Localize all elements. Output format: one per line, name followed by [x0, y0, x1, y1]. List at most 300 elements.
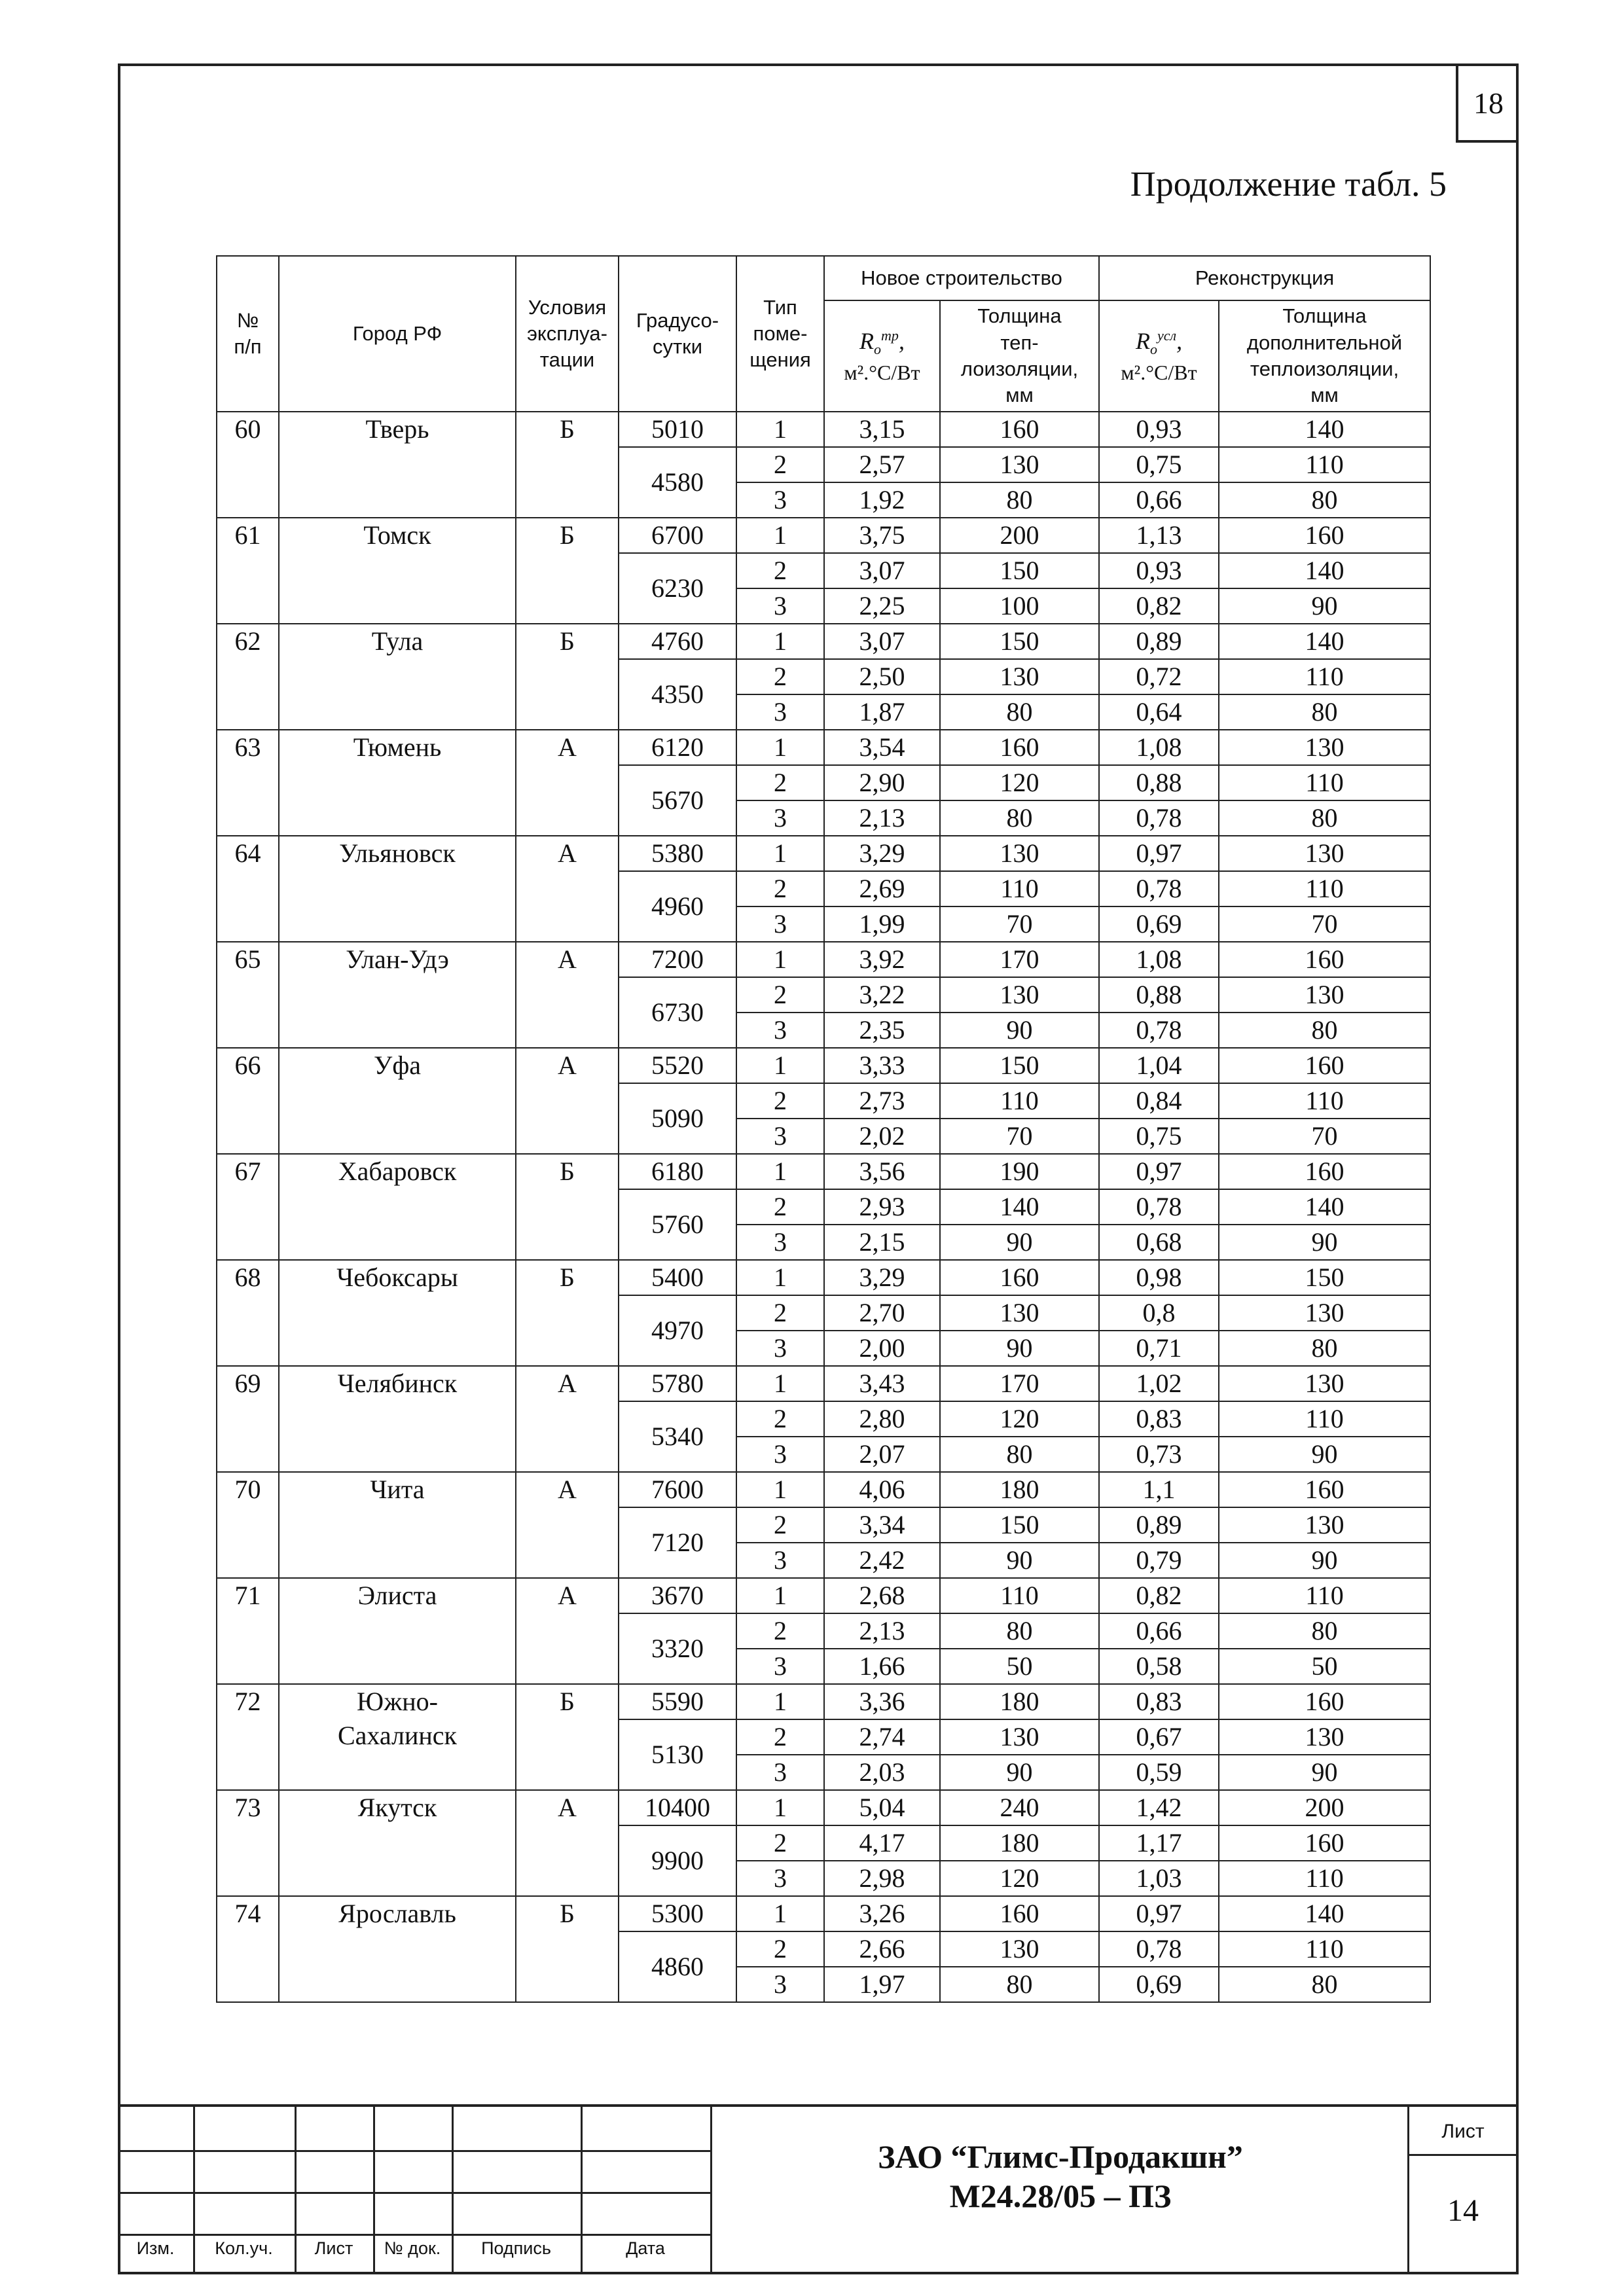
stamp-label-date: Дата — [626, 2238, 665, 2258]
cell-r-required: 1,97 — [824, 1967, 940, 2002]
cell-thickness-new: 180 — [940, 1684, 1099, 1719]
cell-r-conditional: 1,13 — [1099, 518, 1219, 553]
cell-room-type: 2 — [736, 1613, 824, 1649]
cell-r-required: 3,07 — [824, 624, 940, 659]
cell-thickness-new: 130 — [940, 836, 1099, 871]
cell-thickness-new: 70 — [940, 906, 1099, 942]
cell-city: Челябинск — [279, 1366, 516, 1472]
cell-degree-days: 7600 — [619, 1472, 736, 1507]
cell-thickness-rec: 80 — [1219, 482, 1430, 518]
cell-degree-days: 6120 — [619, 730, 736, 765]
cell-thickness-rec: 140 — [1219, 412, 1430, 447]
cell-city: Томск — [279, 518, 516, 624]
cell-room-type: 3 — [736, 588, 824, 624]
cell-conditions: А — [516, 730, 619, 836]
cell-thickness-rec: 80 — [1219, 1331, 1430, 1366]
cell-thickness-rec: 110 — [1219, 765, 1430, 800]
table-row — [217, 1578, 1430, 1613]
cell-r-required: 3,36 — [824, 1684, 940, 1719]
cell-room-type: 2 — [736, 1189, 824, 1225]
cell-r-required: 3,34 — [824, 1507, 940, 1543]
cell-room-type: 3 — [736, 1437, 824, 1472]
cell-city: Южно- Сахалинск — [279, 1684, 516, 1790]
cell-room-type: 3 — [736, 1967, 824, 2002]
cell-thickness-new: 80 — [940, 1967, 1099, 2002]
header-room-type: Тип поме- щения — [736, 256, 824, 412]
cell-thickness-rec: 70 — [1219, 1119, 1430, 1154]
cell-r-required: 2,57 — [824, 447, 940, 482]
cell-degree-days: 5400 — [619, 1260, 736, 1295]
cell-r-required: 2,03 — [824, 1755, 940, 1790]
cell-room-type: 1 — [736, 1896, 824, 1931]
cell-degree-days: 5590 — [619, 1684, 736, 1719]
cell-conditions: Б — [516, 624, 619, 730]
cell-thickness-new: 160 — [940, 1896, 1099, 1931]
cell-degree-days: 5380 — [619, 836, 736, 871]
cell-conditions: Б — [516, 1896, 619, 2002]
cell-r-conditional: 0,59 — [1099, 1755, 1219, 1790]
cell-r-required: 2,93 — [824, 1189, 940, 1225]
cell-r-conditional: 0,68 — [1099, 1225, 1219, 1260]
cell-thickness-new: 120 — [940, 765, 1099, 800]
cell-r-required: 2,70 — [824, 1295, 940, 1331]
cell-r-conditional: 0,78 — [1099, 871, 1219, 906]
cell-degree-days: 4350 — [619, 659, 736, 730]
cell-r-required: 2,68 — [824, 1578, 940, 1613]
cell-city: Чебоксары — [279, 1260, 516, 1366]
cell-r-required: 2,69 — [824, 871, 940, 906]
cell-r-conditional: 0,78 — [1099, 800, 1219, 836]
cell-conditions: Б — [516, 518, 619, 624]
cell-conditions: А — [516, 942, 619, 1048]
cell-r-required: 3,43 — [824, 1366, 940, 1401]
cell-r-conditional: 0,83 — [1099, 1684, 1219, 1719]
cell-room-type: 1 — [736, 518, 824, 553]
table-caption: Продолжение табл. 5 — [1130, 164, 1447, 204]
cell-thickness-new: 240 — [940, 1790, 1099, 1825]
cell-r-conditional: 0,67 — [1099, 1719, 1219, 1755]
cell-city: Тула — [279, 624, 516, 730]
cell-r-required: 2,25 — [824, 588, 940, 624]
cell-r-required: 2,42 — [824, 1543, 940, 1578]
cell-r-conditional: 0,71 — [1099, 1331, 1219, 1366]
cell-thickness-rec: 140 — [1219, 1896, 1430, 1931]
cell-thickness-rec: 90 — [1219, 1225, 1430, 1260]
table-row — [217, 1048, 1430, 1083]
cell-thickness-rec: 160 — [1219, 1684, 1430, 1719]
document-code: М24.28/05 – ПЗ — [949, 2178, 1172, 2214]
cell-thickness-rec: 90 — [1219, 1437, 1430, 1472]
table-row — [217, 412, 1430, 447]
cell-room-type: 1 — [736, 1048, 824, 1083]
cell-r-conditional: 0,66 — [1099, 1613, 1219, 1649]
cell-r-required: 3,26 — [824, 1896, 940, 1931]
cell-thickness-new: 100 — [940, 588, 1099, 624]
cell-thickness-rec: 110 — [1219, 1931, 1430, 1967]
cell-room-type: 1 — [736, 1578, 824, 1613]
cell-r-conditional: 0,97 — [1099, 1154, 1219, 1189]
cell-thickness-rec: 160 — [1219, 1154, 1430, 1189]
cell-r-required: 2,35 — [824, 1013, 940, 1048]
cell-r-conditional: 0,69 — [1099, 1967, 1219, 2002]
cell-thickness-new: 130 — [940, 447, 1099, 482]
cell-degree-days: 3320 — [619, 1613, 736, 1684]
cell-conditions: А — [516, 1790, 619, 1896]
cell-room-type: 1 — [736, 624, 824, 659]
cell-thickness-rec: 130 — [1219, 1295, 1430, 1331]
cell-thickness-rec: 110 — [1219, 1861, 1430, 1896]
table-row — [217, 730, 1430, 765]
cell-degree-days: 5340 — [619, 1401, 736, 1472]
cell-r-conditional: 1,17 — [1099, 1825, 1219, 1861]
cell-degree-days: 4580 — [619, 447, 736, 518]
cell-r-required: 1,92 — [824, 482, 940, 518]
cell-room-type: 1 — [736, 412, 824, 447]
cell-city: Чита — [279, 1472, 516, 1578]
cell-r-required: 3,15 — [824, 412, 940, 447]
cell-room-type: 3 — [736, 1225, 824, 1260]
cell-city: Улан-Удэ — [279, 942, 516, 1048]
cell-thickness-rec: 80 — [1219, 1967, 1430, 2002]
cell-degree-days: 6730 — [619, 977, 736, 1048]
cell-room-type: 3 — [736, 1861, 824, 1896]
cell-r-conditional: 0,64 — [1099, 694, 1219, 730]
cell-thickness-rec: 140 — [1219, 624, 1430, 659]
cell-degree-days: 7120 — [619, 1507, 736, 1578]
header-new-construction: Новое строительство — [824, 256, 1099, 300]
cell-degree-days: 7200 — [619, 942, 736, 977]
cell-r-required: 1,87 — [824, 694, 940, 730]
cell-room-type: 2 — [736, 1083, 824, 1119]
cell-thickness-rec: 130 — [1219, 1719, 1430, 1755]
cell-r-conditional: 0,66 — [1099, 482, 1219, 518]
cell-thickness-rec: 50 — [1219, 1649, 1430, 1684]
cell-thickness-new: 120 — [940, 1401, 1099, 1437]
cell-r-conditional: 0,89 — [1099, 624, 1219, 659]
cell-r-required: 2,15 — [824, 1225, 940, 1260]
cell-thickness-new: 90 — [940, 1013, 1099, 1048]
cell-num: 62 — [217, 624, 279, 730]
cell-room-type: 3 — [736, 482, 824, 518]
header-degree-days: Градусо- сутки — [619, 256, 736, 412]
cell-thickness-rec: 160 — [1219, 1472, 1430, 1507]
table-row — [217, 1896, 1430, 1931]
cell-thickness-rec: 80 — [1219, 800, 1430, 836]
cell-r-conditional: 0,78 — [1099, 1931, 1219, 1967]
cell-thickness-rec: 80 — [1219, 694, 1430, 730]
cell-thickness-rec: 90 — [1219, 1543, 1430, 1578]
cell-room-type: 3 — [736, 800, 824, 836]
cell-conditions: Б — [516, 412, 619, 518]
cell-r-conditional: 0,93 — [1099, 412, 1219, 447]
cell-degree-days: 5090 — [619, 1083, 736, 1154]
cell-r-conditional: 0,8 — [1099, 1295, 1219, 1331]
cell-r-conditional: 0,88 — [1099, 765, 1219, 800]
cell-room-type: 1 — [736, 836, 824, 871]
cell-thickness-rec: 130 — [1219, 1507, 1430, 1543]
cell-r-required: 5,04 — [824, 1790, 940, 1825]
cell-degree-days: 10400 — [619, 1790, 736, 1825]
cell-thickness-new: 80 — [940, 1613, 1099, 1649]
cell-r-required: 2,90 — [824, 765, 940, 800]
stamp-label-change: Изм. — [136, 2238, 175, 2258]
cell-r-conditional: 0,97 — [1099, 836, 1219, 871]
cell-thickness-new: 170 — [940, 1366, 1099, 1401]
cell-num: 74 — [217, 1896, 279, 2002]
cell-room-type: 1 — [736, 730, 824, 765]
stamp-label-sheet: Лист — [314, 2238, 353, 2258]
cell-thickness-new: 160 — [940, 730, 1099, 765]
data-table — [216, 255, 1431, 2003]
cell-room-type: 3 — [736, 694, 824, 730]
cell-thickness-new: 70 — [940, 1119, 1099, 1154]
cell-thickness-new: 150 — [940, 1048, 1099, 1083]
cell-r-required: 2,07 — [824, 1437, 940, 1472]
cell-r-required: 2,66 — [824, 1931, 940, 1967]
cell-degree-days: 4860 — [619, 1931, 736, 2002]
cell-degree-days: 5010 — [619, 412, 736, 447]
cell-num: 61 — [217, 518, 279, 624]
table-row — [217, 1366, 1430, 1401]
cell-room-type: 3 — [736, 1119, 824, 1154]
header-reconstruction: Реконструкция — [1099, 256, 1430, 300]
cell-r-conditional: 1,03 — [1099, 1861, 1219, 1896]
cell-room-type: 2 — [736, 1825, 824, 1861]
cell-thickness-new: 150 — [940, 1507, 1099, 1543]
cell-thickness-new: 190 — [940, 1154, 1099, 1189]
cell-r-required: 3,56 — [824, 1154, 940, 1189]
table-row — [217, 1260, 1430, 1295]
cell-r-conditional: 1,08 — [1099, 942, 1219, 977]
cell-r-conditional: 1,04 — [1099, 1048, 1219, 1083]
cell-thickness-new: 140 — [940, 1189, 1099, 1225]
cell-thickness-new: 90 — [940, 1225, 1099, 1260]
cell-thickness-new: 160 — [940, 412, 1099, 447]
cell-conditions: А — [516, 836, 619, 942]
cell-r-required: 3,29 — [824, 836, 940, 871]
cell-city: Уфа — [279, 1048, 516, 1154]
cell-room-type: 2 — [736, 871, 824, 906]
cell-degree-days: 9900 — [619, 1825, 736, 1896]
stamp-label-count: Кол.уч. — [215, 2238, 273, 2258]
cell-degree-days: 3670 — [619, 1578, 736, 1613]
cell-thickness-new: 90 — [940, 1331, 1099, 1366]
cell-r-required: 2,13 — [824, 800, 940, 836]
table-row — [217, 836, 1430, 871]
cell-degree-days: 6700 — [619, 518, 736, 553]
cell-r-conditional: 0,93 — [1099, 553, 1219, 588]
cell-degree-days: 5670 — [619, 765, 736, 836]
cell-r-conditional: 0,72 — [1099, 659, 1219, 694]
cell-thickness-new: 180 — [940, 1472, 1099, 1507]
cell-degree-days: 4970 — [619, 1295, 736, 1366]
cell-city: Элиста — [279, 1578, 516, 1684]
cell-r-required: 3,75 — [824, 518, 940, 553]
cell-room-type: 1 — [736, 942, 824, 977]
cell-room-type: 2 — [736, 1401, 824, 1437]
cell-city: Тюмень — [279, 730, 516, 836]
cell-r-conditional: 0,69 — [1099, 906, 1219, 942]
cell-thickness-rec: 160 — [1219, 518, 1430, 553]
table-row — [217, 518, 1430, 553]
cell-room-type: 1 — [736, 1154, 824, 1189]
cell-thickness-new: 110 — [940, 1578, 1099, 1613]
cell-r-required: 3,29 — [824, 1260, 940, 1295]
cell-room-type: 2 — [736, 553, 824, 588]
cell-room-type: 3 — [736, 1331, 824, 1366]
cell-conditions: Б — [516, 1260, 619, 1366]
cell-thickness-rec: 90 — [1219, 1755, 1430, 1790]
cell-city: Хабаровск — [279, 1154, 516, 1260]
cell-r-required: 4,17 — [824, 1825, 940, 1861]
cell-degree-days: 5760 — [619, 1189, 736, 1260]
cell-num: 69 — [217, 1366, 279, 1472]
cell-room-type: 2 — [736, 977, 824, 1013]
cell-r-conditional: 0,58 — [1099, 1649, 1219, 1684]
company-name: ЗАО “Глимс-Продакшн” — [878, 2138, 1243, 2175]
cell-thickness-rec: 110 — [1219, 871, 1430, 906]
cell-degree-days: 5130 — [619, 1719, 736, 1790]
table-row — [217, 942, 1430, 977]
cell-room-type: 3 — [736, 1755, 824, 1790]
cell-thickness-new: 180 — [940, 1825, 1099, 1861]
header-r-conditional: $R_o^{усл}$, м².°С/Вт — [1099, 300, 1219, 412]
cell-conditions: А — [516, 1048, 619, 1154]
cell-num: 64 — [217, 836, 279, 942]
cell-thickness-rec: 110 — [1219, 447, 1430, 482]
cell-r-required: 3,22 — [824, 977, 940, 1013]
cell-thickness-new: 130 — [940, 1295, 1099, 1331]
cell-city: Якутск — [279, 1790, 516, 1896]
table-row — [217, 624, 1430, 659]
stamp-label-doc-no: № док. — [384, 2238, 441, 2258]
cell-num: 63 — [217, 730, 279, 836]
cell-city: Тверь — [279, 412, 516, 518]
cell-r-required: 2,50 — [824, 659, 940, 694]
cell-thickness-new: 110 — [940, 1083, 1099, 1119]
cell-thickness-rec: 140 — [1219, 1189, 1430, 1225]
cell-thickness-new: 130 — [940, 1719, 1099, 1755]
cell-thickness-rec: 80 — [1219, 1013, 1430, 1048]
cell-r-required: 1,66 — [824, 1649, 940, 1684]
cell-r-required: 3,07 — [824, 553, 940, 588]
cell-r-required: 2,80 — [824, 1401, 940, 1437]
cell-thickness-rec: 130 — [1219, 730, 1430, 765]
cell-r-conditional: 0,82 — [1099, 588, 1219, 624]
cell-conditions: Б — [516, 1684, 619, 1790]
cell-num: 66 — [217, 1048, 279, 1154]
cell-num: 73 — [217, 1790, 279, 1896]
cell-room-type: 2 — [736, 1719, 824, 1755]
cell-room-type: 2 — [736, 1507, 824, 1543]
cell-r-conditional: 0,75 — [1099, 1119, 1219, 1154]
cell-num: 68 — [217, 1260, 279, 1366]
cell-thickness-rec: 160 — [1219, 942, 1430, 977]
cell-room-type: 1 — [736, 1260, 824, 1295]
cell-r-conditional: 0,98 — [1099, 1260, 1219, 1295]
cell-r-required: 2,00 — [824, 1331, 940, 1366]
cell-r-conditional: 1,02 — [1099, 1366, 1219, 1401]
cell-r-conditional: 0,75 — [1099, 447, 1219, 482]
stamp-sheet-number: 14 — [1447, 2193, 1479, 2228]
table-row — [217, 1472, 1430, 1507]
cell-r-required: 2,02 — [824, 1119, 940, 1154]
cell-r-required: 2,74 — [824, 1719, 940, 1755]
cell-room-type: 2 — [736, 1295, 824, 1331]
table-row — [217, 1790, 1430, 1825]
cell-degree-days: 5300 — [619, 1896, 736, 1931]
cell-room-type: 3 — [736, 1013, 824, 1048]
header-conditions: Условия эксплуа- тации — [516, 256, 619, 412]
cell-r-conditional: 0,78 — [1099, 1013, 1219, 1048]
cell-room-type: 1 — [736, 1472, 824, 1507]
cell-room-type: 1 — [736, 1684, 824, 1719]
header-thickness-new: Толщина теп- лоизоляции, мм — [940, 300, 1099, 412]
cell-room-type: 2 — [736, 765, 824, 800]
cell-thickness-new: 150 — [940, 624, 1099, 659]
header-city: Город РФ — [279, 256, 516, 412]
cell-r-required: 4,06 — [824, 1472, 940, 1507]
cell-r-conditional: 0,79 — [1099, 1543, 1219, 1578]
cell-thickness-rec: 130 — [1219, 836, 1430, 871]
stamp-company — [720, 2137, 1401, 2215]
cell-thickness-new: 80 — [940, 482, 1099, 518]
cell-thickness-new: 90 — [940, 1543, 1099, 1578]
cell-r-conditional: 1,08 — [1099, 730, 1219, 765]
cell-r-conditional: 1,1 — [1099, 1472, 1219, 1507]
cell-r-required: 2,73 — [824, 1083, 940, 1119]
cell-r-required: 2,98 — [824, 1861, 940, 1896]
cell-thickness-rec: 160 — [1219, 1825, 1430, 1861]
cell-num: 70 — [217, 1472, 279, 1578]
cell-r-conditional: 0,73 — [1099, 1437, 1219, 1472]
cell-thickness-new: 90 — [940, 1755, 1099, 1790]
cell-degree-days: 5780 — [619, 1366, 736, 1401]
cell-thickness-rec: 160 — [1219, 1048, 1430, 1083]
cell-thickness-rec: 130 — [1219, 977, 1430, 1013]
cell-thickness-new: 160 — [940, 1260, 1099, 1295]
cell-thickness-rec: 140 — [1219, 553, 1430, 588]
header-thickness-rec: Толщина дополнительной теплоизоляции, мм — [1219, 300, 1430, 412]
cell-degree-days: 4960 — [619, 871, 736, 942]
cell-conditions: Б — [516, 1154, 619, 1260]
cell-thickness-new: 110 — [940, 871, 1099, 906]
cell-num: 60 — [217, 412, 279, 518]
cell-degree-days: 4760 — [619, 624, 736, 659]
table-row — [217, 1154, 1430, 1189]
cell-thickness-new: 80 — [940, 1437, 1099, 1472]
cell-conditions: А — [516, 1366, 619, 1472]
cell-thickness-rec: 80 — [1219, 1613, 1430, 1649]
cell-degree-days: 6230 — [619, 553, 736, 624]
table-row — [217, 1684, 1430, 1719]
cell-r-conditional: 0,84 — [1099, 1083, 1219, 1119]
cell-r-required: 3,54 — [824, 730, 940, 765]
cell-degree-days: 5520 — [619, 1048, 736, 1083]
header-r-required: $R_o^{тр}$, м².°С/Вт — [824, 300, 940, 412]
header-num: № п/п — [217, 256, 279, 412]
cell-room-type: 2 — [736, 1931, 824, 1967]
cell-r-conditional: 0,89 — [1099, 1507, 1219, 1543]
cell-thickness-rec: 110 — [1219, 1401, 1430, 1437]
stamp-label-signature: Подпись — [481, 2238, 551, 2258]
cell-room-type: 2 — [736, 659, 824, 694]
cell-thickness-rec: 150 — [1219, 1260, 1430, 1295]
cell-thickness-new: 200 — [940, 518, 1099, 553]
cell-conditions: А — [516, 1472, 619, 1578]
cell-r-required: 1,99 — [824, 906, 940, 942]
cell-thickness-new: 150 — [940, 553, 1099, 588]
